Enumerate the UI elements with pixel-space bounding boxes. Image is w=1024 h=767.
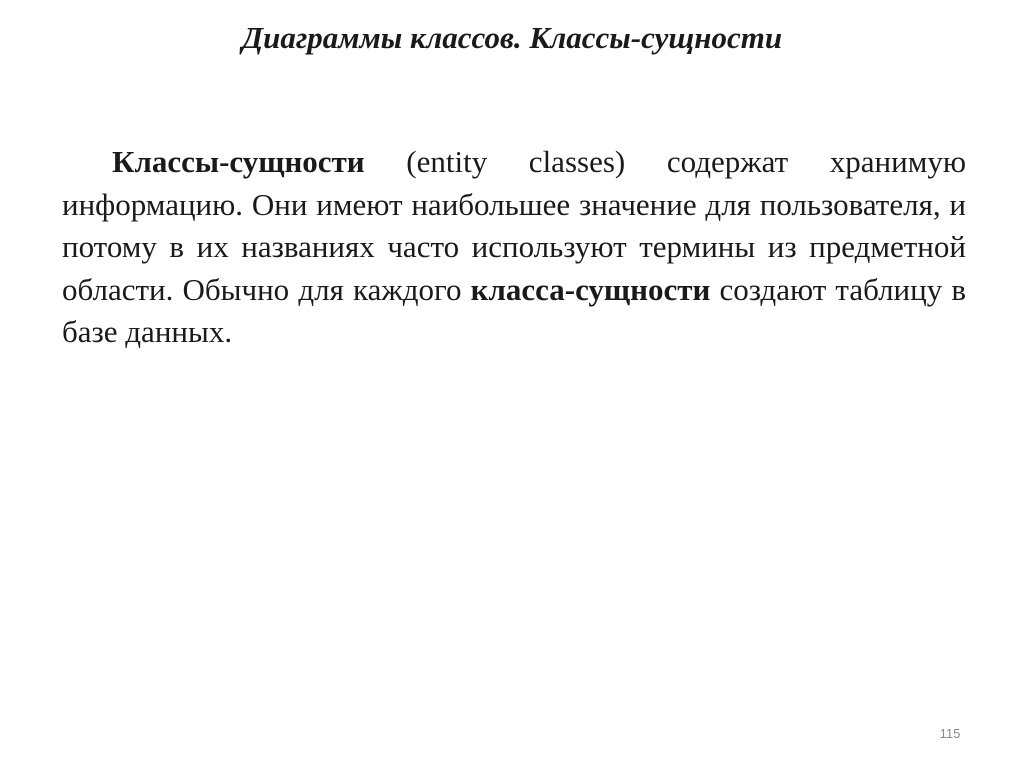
term-entity-classes: Классы-сущности bbox=[112, 144, 365, 179]
body-paragraph bbox=[62, 141, 966, 354]
term-entity-class: класса-сущности bbox=[470, 271, 711, 307]
paragraph-text-part-2: создают таблицу в базе данных. bbox=[62, 271, 967, 349]
page-number: 115 bbox=[939, 726, 961, 741]
slide-title: Диаграммы классов. Классы-сущности bbox=[241, 20, 783, 55]
paragraph-text-part-1: (entity classes) содержат хранимую информацию. Они имеют наибольшее значение для пользователя, и потому в их названиях часто используют термины из предметной области. Обычно для каждого bbox=[62, 144, 966, 307]
